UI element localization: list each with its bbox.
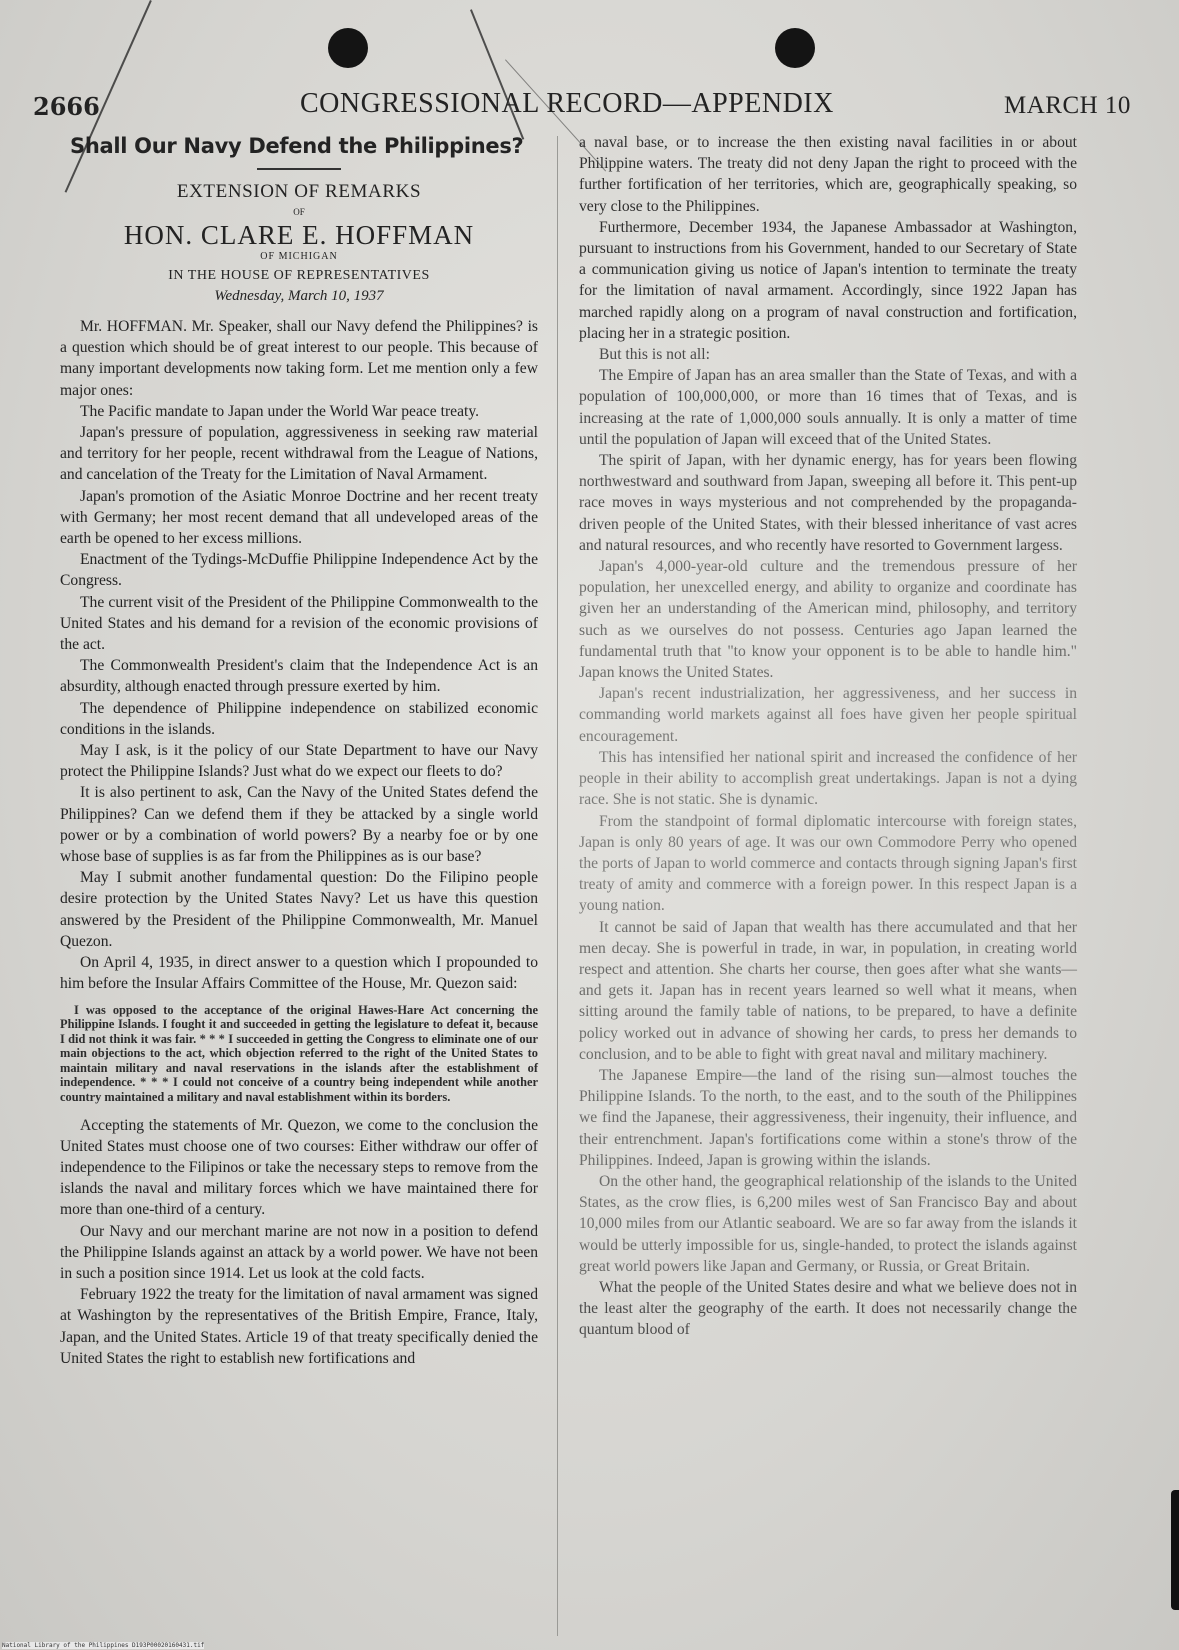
page-header (0, 88, 1179, 128)
paragraph: The spirit of Japan, with her dynamic energy, has for years been flowing northwestward and southward from Japan, sweeping all before it. This pent-up race moves in ways mysterious and not comprehended by the propaganda-driven people of the United States, with their blessed inheritance of vast acres and natural resources, and who recently have resorted to Government largess. (579, 452, 1077, 554)
paragraph: a naval base, or to increase the then existing naval facilities in or about Philippine waters. The treaty did not deny Japan the right to proceed with the further fortification of her territories, which are, geographically speaking, so very close to the Philippines. (579, 134, 1077, 215)
title-rule (257, 168, 341, 170)
paragraph: Mr. HOFFMAN. Mr. Speaker, shall our Navy defend the Philippines? is a question which should be of great interest to our people. This because of many important developments now taking form. Let me mention only a few major ones: (60, 318, 538, 399)
dateline: Wednesday, March 10, 1937 (214, 288, 384, 304)
paragraph: From the standpoint of formal diplomatic intercourse with foreign states, Japan is only 80 years of age. It was our own Commodore Perry who opened the ports of Japan to world commerce and contacts through signing Japan's first treaty of amity and commerce with a foreign power. In this respect Japan is a young nation. (579, 812, 1077, 915)
paragraph: The Pacific mandate to Japan under the World War peace treaty. (80, 402, 480, 420)
paragraph: Our Navy and our merchant marine are not now in a position to defend the Philippine Islands against an attack by a world power. We have not been in such a position since 1914. Let us look at the cold facts. (60, 1222, 538, 1283)
paragraph: The Empire of Japan has an area smaller than the State of Texas, and with a population of 100,000,000, or more than 16 times that of Texas, and is increasing at the rate of 1,000,000 souls annually. It is only a matter of time until the population of Japan will exceed that of the United States. (579, 367, 1077, 448)
paragraph: Accepting the statements of Mr. Quezon, we come to the conclusion the United States must choose one of two courses: Either withdraw our offer of independence to the Filipinos or take the necessary steps to remove from the islands the naval and military forces which we have maintained there for more than one-third of a century. (60, 1116, 538, 1219)
right-column (579, 132, 1077, 1341)
extension-heading: EXTENSION OF REMARKS (176, 181, 422, 202)
scan-footer: National Library of the Philippines D193P00020160431.tif (2, 1642, 205, 1649)
scan-edge-mark (1171, 1490, 1179, 1610)
paragraph: Japan's recent industrialization, her aggressiveness, and her success in commanding world markets against all foes have given her people spiritual encouragement. (579, 685, 1077, 745)
paragraph: This has intensified her national spirit and increased the confidence of her people in their ability to accomplish great undertakings. Japan is not a dying race. She is not static. She is dynamic. (579, 748, 1077, 809)
article-title: Shall Our Navy Defend the Philippines? (70, 134, 524, 158)
paragraph: May I submit another fundamental question: Do the Filipino people desire protection by the United States Navy? Let us have this question answered by the President of the Philippine Commonwealth, Mr. Manuel Quezon. (60, 869, 538, 950)
block-quote: I was opposed to the acceptance of the original Hawes-Hare Act concerning the Philippine Islands. I fought it and succeeded in getting the legislature to defeat it, because I did not think it was fair. * * * I succeeded in getting the Congress to eliminate one of our main objections to the act, which objection referred to the right of the United States to maintain military and naval reservations in the islands after the establishment of independence. * * * I could not conceive of a country being independent while another country maintained a military and naval establishment within its borders. (60, 1002, 538, 1105)
paragraph: But this is not all: (599, 346, 710, 364)
speaker-name: HON. CLARE E. HOFFMAN (123, 220, 475, 250)
paragraph: On April 4, 1935, in direct answer to a question which I propounded to him before the Insular Affairs Committee of the House, Mr. Quezon said: (60, 954, 538, 993)
chamber-heading: IN THE HOUSE OF REPRESENTATIVES (168, 268, 430, 283)
binder-hole-left (328, 28, 368, 68)
paragraph: The Japanese Empire—the land of the rising sun—almost touches the Philippine Islands. To the north, to the east, and to the south of the Philippines we find the Japanese, their aggressiveness, their ingenuity, their influence, and their entrenchment. Japan's fortifications come within a stone's throw of the Philippines. Indeed, Japan is growing within the islands. (579, 1066, 1077, 1169)
speaker-state: OF MICHIGAN (260, 251, 338, 262)
of-label: OF (293, 207, 305, 217)
paragraph: Japan's promotion of the Asiatic Monroe Doctrine and her recent treaty with Germany; her most recent demand that all undeveloped areas of the earth be opened to her excess millions. (60, 487, 538, 548)
paragraph: The Commonwealth President's claim that the Independence Act is an absurdity, although enacted through pressure exerted by him. (60, 657, 538, 696)
paragraph: Japan's 4,000-year-old culture and the tremendous pressure of her population, her unexcelled energy, and ability to organize and coordinate has given her an understanding of the American mind, philosophy, and territory such as we ourselves do not possess. Centuries ago Japan learned the fundamental truth that "to know your opponent is to be able to handle him." Japan knows the United States. (579, 558, 1077, 682)
paragraph: The current visit of the President of the Philippine Commonwealth to the United States and his demand for a revision of the economic provisions of the act. (60, 593, 538, 654)
paragraph: The dependence of Philippine independence on stabilized economic conditions in the islands. (60, 699, 538, 738)
left-column (60, 132, 538, 1369)
paragraph: What the people of the United States desire and what we believe does not in the least alter the geography of the earth. It does not necessarily change the quantum blood of (579, 1278, 1077, 1339)
paragraph: Enactment of the Tydings-McDuffie Philippine Independence Act by the Congress. (60, 551, 538, 590)
paragraph: It is also pertinent to ask, Can the Navy of the United States defend the Philippines? Can we defend them if they be attacked by a single world power or by a combination of world powers? By a nearby foe or by one whose base of supplies is as far from the Philippines as is our base? (60, 784, 538, 866)
running-head: CONGRESSIONAL RECORD—APPENDIX (300, 88, 834, 119)
paragraph: Furthermore, December 1934, the Japanese Ambassador at Washington, pursuant to instructions from his Government, handed to our Secretary of State a communication giving us notice of Japan's intention to terminate the treaty for the limitation of naval armament. Accordingly, since 1922 Japan has marched rapidly along on a program of naval construction and fortification, placing her in a strategic position. (579, 218, 1077, 342)
column-divider (557, 136, 558, 1636)
page-number: 2666 (33, 92, 100, 121)
header-date: MARCH 10 (1004, 92, 1131, 119)
paragraph: Japan's pressure of population, aggressiveness in seeking raw material and territory for her people, recent withdrawal from the League of Nations, and cancelation of the Treaty for the Limitation of Naval Armament. (60, 424, 538, 484)
binder-hole-right (775, 28, 815, 68)
paragraph: May I ask, is it the policy of our State Department to have our Navy protect the Philippine Islands? Just what do we expect our fleets to do? (60, 742, 538, 781)
paragraph: February 1922 the treaty for the limitation of naval armament was signed at Washington by the representatives of the British Empire, France, Italy, Japan, and the United States. Article 19 of that treaty specifically denied the United States the right to establish new fortifications and (60, 1286, 538, 1367)
paragraph: It cannot be said of Japan that wealth has there accumulated and that her men decay. She is powerful in trade, in war, in population, in creating world respect and attention. She charts her course, then goes after what she wants—and gets it. Japan has in recent years learned so well what it means, when sitting around the family table of nations, to be prepared, to have a definite policy worked out in advance of showing her cards, to press her demands to conclusion, and to be able to fight with great naval and military machinery. (579, 918, 1077, 1063)
paragraph: On the other hand, the geographical relationship of the islands to the United States, as the crow flies, is 6,200 miles west of San Francisco Bay and about 10,000 miles from our Atlantic seaboard. We are so far away from the islands it would be utterly impossible for us, single-handed, to protect the islands against great world powers like Japan and Germany, or Russia, or Great Britain. (579, 1172, 1077, 1275)
